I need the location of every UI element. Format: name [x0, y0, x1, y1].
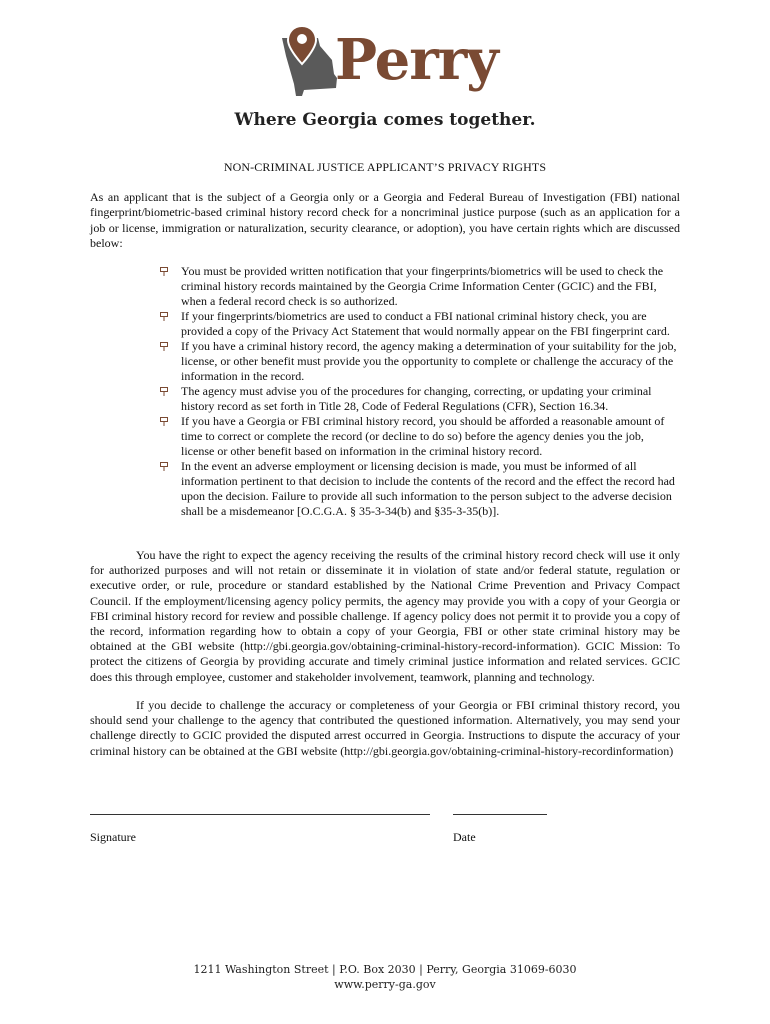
list-item-text: The agency must advise you of the procedures for changing, correcting, or updating your criminal history record as set forth in Title 28, Code of Federal Regulations (CFR), Section 16.34.: [181, 384, 652, 413]
signature-label: Signature: [90, 830, 136, 844]
rights-paragraph-text: You have the right to expect the agency receiving the results of the criminal history record check will use it only for authorized purposes and will not retain or disseminate it in violation of state and/or federal statute, regulation or executive order, or rule, procedure or standard established by the National Crime Prevention and Privacy Compact Council. If the employment/licensing agency policy permits, the agency may provide you with a copy of your Georgia or FBI criminal history record for review and possible challenge. If agency policy does not permit it to provide you a copy of the record, information regarding how to obtain a copy of your Georgia, FBI or other state criminal history may be obtained at the GBI website (http://gbi.georgia.gov/obtaining-criminal-history-record-information). GCIC Mission: To protect the citizens of Georgia by providing accurate and timely criminal justice information and related services. GCIC does this through employee, customer and stakeholder involvement, teamwork, planning and technology.: [90, 548, 680, 684]
list-item: [160, 414, 680, 459]
list-item-text: If your fingerprints/biometrics are used to conduct a FBI national criminal history check, you are provided a copy of the Privacy Act Statement that would normally appear on the FBI fingerprint card.: [181, 309, 670, 338]
page-title: NON-CRIMINAL JUSTICE APPLICANT’S PRIVACY RIGHTS: [223, 160, 547, 174]
footer: [0, 962, 770, 992]
brand-name: Perry: [335, 27, 498, 93]
rights-paragraph: [90, 548, 680, 685]
pin-bullet-icon: [160, 267, 168, 276]
date-field[interactable]: [453, 814, 547, 815]
list-item: [160, 459, 680, 519]
challenge-paragraph-text: If you decide to challenge the accuracy or completeness of your Georgia or FBI criminal thistory record, you should send your challenge to the agency that contributed the questioned information. Alternatively, you may send your challenge directly to GCIC provided the disputed arrest occurred in Georgia. Instructions to dispute the accuracy of your criminal history can be obtained at the GBI website (http://gbi.georgia.gov/obtaining-criminal-history-recordinformation): [90, 698, 680, 758]
list-item-text: In the event an adverse employment or licensing decision is made, you must be informed of all information pertinent to that decision to include the contents of the record and the effect the record had upon the decision. Failure to provide all such information to the person subject to the adverse decision shall be a misdemeanor [O.C.G.A. § 35-3-34(b) and §35-3-35(b)].: [181, 459, 675, 518]
date-label: Date: [453, 830, 476, 844]
list-item: [160, 309, 680, 339]
list-item: [160, 264, 680, 309]
challenge-paragraph: [90, 698, 680, 759]
pin-bullet-icon: [160, 342, 168, 351]
intro-paragraph: As an applicant that is the subject of a Georgia only or a Georgia and Federal Bureau of Investigation (FBI) national fingerprint/biometric-based criminal history record check for a noncriminal justice purpose (such as an application for a job or license, immigration or naturalization, security clearance, or adoption), you have certain rights which are discussed below:: [90, 190, 680, 250]
pin-bullet-icon: [160, 312, 168, 321]
list-item-text: If you have a criminal history record, the agency making a determination of your suitability for the job, license, or other benefit must provide you the opportunity to complete or challenge the accuracy of the information in the record.: [181, 339, 677, 383]
tagline: Where Georgia comes together.: [234, 110, 536, 130]
pin-bullet-icon: [160, 462, 168, 471]
signature-field[interactable]: [90, 814, 430, 815]
footer-website[interactable]: www.perry-ga.gov: [334, 978, 436, 991]
pin-bullet-icon: [160, 417, 168, 426]
list-item: [160, 339, 680, 384]
pin-bullet-icon: [160, 387, 168, 396]
list-item-text: If you have a Georgia or FBI criminal history record, you should be afforded a reasonable amount of time to correct or complete the record (or decline to do so) before the agency denies you the job, license or other benefit based on information in the criminal history record.: [181, 414, 665, 458]
list-item-text: You must be provided written notification that your fingerprints/biometrics will be used to check the criminal history records maintained by the Georgia Crime Information Center (GCIC) and the FBI, when a federal record check is so authorized.: [181, 264, 664, 308]
footer-address: 1211 Washington Street | P.O. Box 2030 | Perry, Georgia 31069-6030: [193, 963, 577, 976]
rights-list: [160, 264, 680, 519]
list-item: [160, 384, 680, 414]
